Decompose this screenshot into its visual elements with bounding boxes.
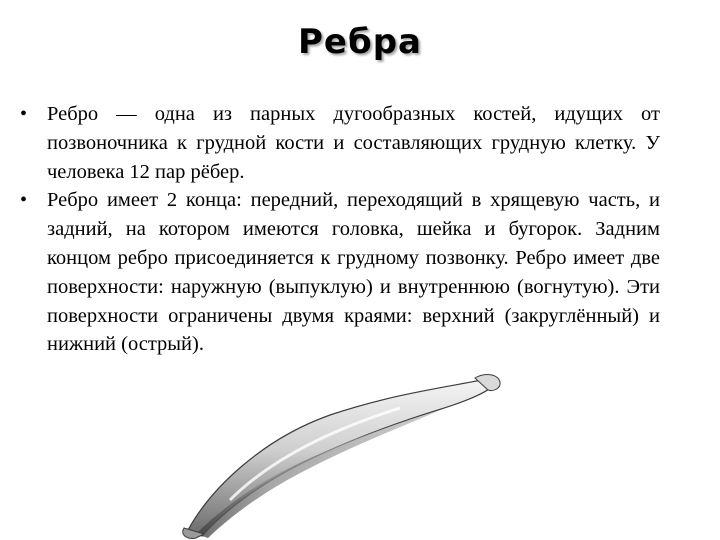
bullet-list [20,100,660,359]
bullet-text: — одна из парных дугообразных костей, идущих от позвоночника к грудной кости и составляющих грудную клетку. У человека 12 пар рёбер. [47,103,660,183]
rib-bone-icon [170,370,510,540]
bullet-dot-icon: • [20,189,28,212]
bullet-text: Ребро имеет 2 конца: передний, переходящий в хрящевую часть, и задний, на котором имеются головка, шейка и бугорок. Задним концом ребро присоединяется к грудному позвонку. Ребро имеет две поверхности: наружную (выпуклую) и внутреннюю (вогнутую). Эти поверхности ограничены двумя краями: верхний (закруглённый) и нижний (острый). [47,189,660,356]
bullet-item [20,100,660,186]
slide-title: Ребра [298,22,422,62]
bullet-term: Ребро [47,103,99,125]
bullet-dot-icon: • [20,103,28,125]
bullet-item [20,186,660,359]
